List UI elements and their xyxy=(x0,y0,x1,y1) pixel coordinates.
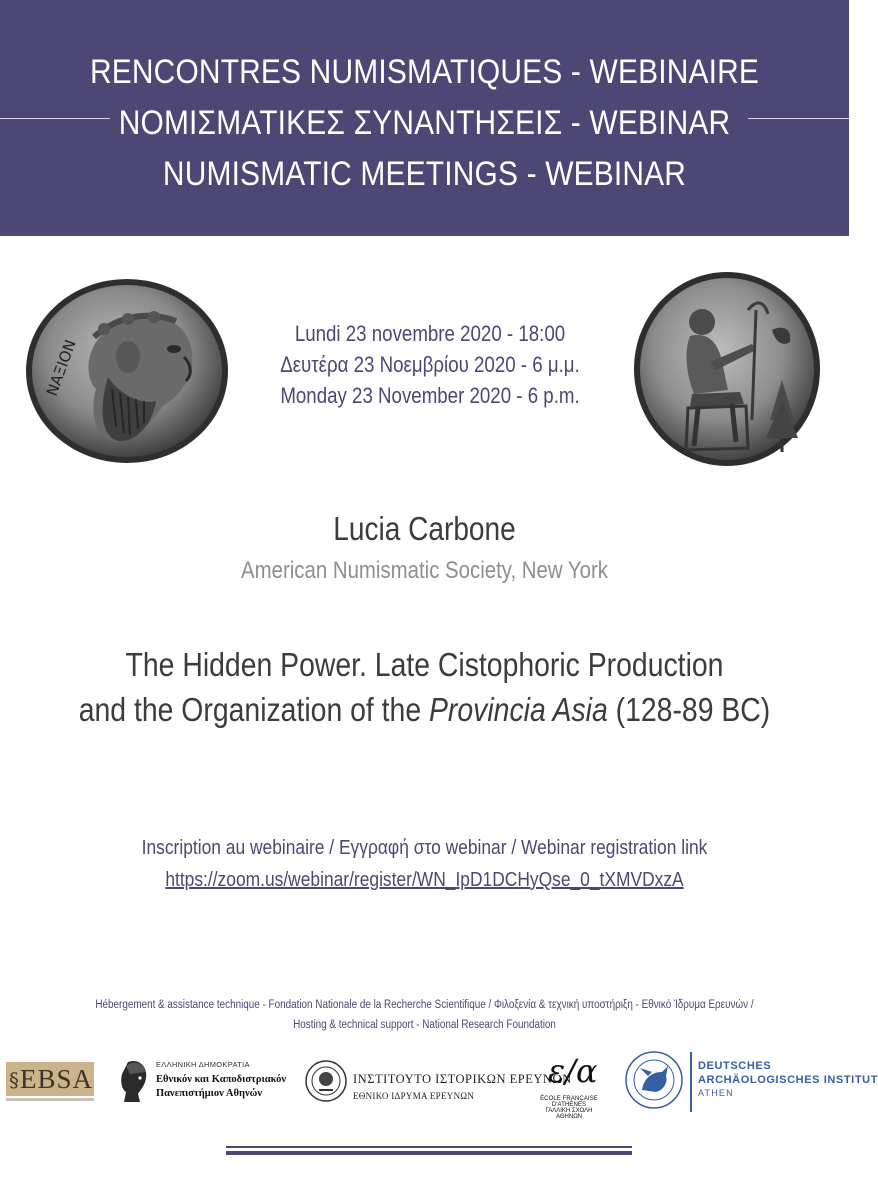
talk-title-line-2 xyxy=(59,687,789,732)
uoa-name-line-2: Πανεπιστήμιον Αθηνών xyxy=(156,1088,263,1099)
ebsa-spiral-icon: § xyxy=(9,1068,19,1092)
dai-name-line-1: DEUTSCHES xyxy=(698,1060,772,1072)
dai-name-line-3: ATHEN xyxy=(698,1088,734,1098)
footer-rule-thin xyxy=(226,1146,632,1148)
registration-link[interactable]: https://zoom.us/webinar/register/WN_IpD1DCHyQse_0_tXMVDxzA xyxy=(165,869,684,891)
speaker-name: Lucia Carbone xyxy=(333,510,516,547)
date-greek: Δευτέρα 23 Νοεμβρίου 2020 - 6 μ.μ. xyxy=(280,352,580,377)
talk-title xyxy=(59,642,789,732)
hosting-credits xyxy=(59,995,789,1035)
talk-title-italic: Provincia Asia xyxy=(429,691,608,728)
event-dates xyxy=(260,318,600,411)
talk-title-line-2-post: (128-89 BC) xyxy=(607,691,771,728)
silenus-head-coin-icon xyxy=(24,277,230,465)
efa-name-french: ÉCOLE FRANÇAISE D'ATHÈNES xyxy=(540,1096,598,1108)
header-title-greek: ΝΟΜΙΣΜΑΤΙΚΕΣ ΣΥΝΑΝΤΗΣΕΙΣ - WEBINAR xyxy=(118,104,731,142)
hosting-line-1: Hébergement & assistance technique - Fondation Nationale de la Recherche Scientifique / Φιλοξενία & τεχνική υποστήριξη - Εθνικό Ίδρυμα Ερευνών / xyxy=(95,999,754,1011)
talk-title-line-1: The Hidden Power. Late Cistophoric Production xyxy=(125,646,724,683)
date-english: Monday 23 November 2020 - 6 p.m. xyxy=(280,383,580,408)
efa-name-greek: ΓΑΛΛΙΚΗ ΣΧΟΛΗ ΑΘΗΝΩΝ xyxy=(545,1108,593,1120)
iie-seal-icon xyxy=(305,1060,347,1102)
ebsa-tagline-strip xyxy=(6,1098,94,1101)
date-french: Lundi 23 novembre 2020 - 18:00 xyxy=(294,321,566,346)
footer-rule-thick xyxy=(226,1151,632,1155)
registration-label: Inscription au webinaire / Εγγραφή στο webinar / Webinar registration link xyxy=(141,837,708,859)
efa-logo xyxy=(534,1048,604,1138)
uoa-logo xyxy=(118,1058,288,1108)
hosting-line-2: Hosting & technical support - National Research Foundation xyxy=(293,1019,556,1031)
header-title-english: NUMISMATIC MEETINGS - WEBINAR xyxy=(162,155,687,193)
talk-title-line-2-pre: and the Organization of the xyxy=(78,691,430,728)
speaker-affiliation: American Numismatic Society, New York xyxy=(241,557,608,584)
dai-name-line-2: ARCHÄOLOGISCHES INSTITUT xyxy=(698,1074,878,1086)
header-title-french: RENCONTRES NUMISMATIQUES - WEBINAIRE xyxy=(89,53,760,91)
svg-text:ΝΑΞΙΟΝ: ΝΑΞΙΟΝ xyxy=(42,337,80,399)
iie-name-line-1: ΙΝΣΤΙΤΟΥΤΟ ΙΣΤΟΡΙΚΩΝ ΕΡΕΥΝΩΝ xyxy=(353,1072,572,1086)
dai-logo xyxy=(624,1048,878,1128)
dai-divider xyxy=(690,1052,692,1112)
ebsa-logo-icon xyxy=(6,1062,94,1104)
uoa-name-line-1: Εθνικόν και Καποδιστριακόν xyxy=(156,1074,287,1085)
header-banner xyxy=(0,0,849,236)
partner-logos xyxy=(0,1048,878,1138)
seated-dionysus-coin-icon xyxy=(632,270,822,468)
efa-monogram-icon: ε/α xyxy=(548,1052,598,1090)
ebsa-logo-text: EBSA xyxy=(20,1064,94,1094)
uoa-republic-label: ΕΛΛΗΝΙΚΗ ΔΗΜΟΚΡΑΤΙΑ xyxy=(156,1060,250,1069)
griffin-seal-icon xyxy=(624,1050,684,1110)
iie-name-line-2: ΕΘΝΙΚΟ ΙΔΡΥΜΑ ΕΡΕΥΝΩΝ xyxy=(353,1091,475,1101)
athena-head-icon xyxy=(118,1058,152,1104)
registration-section xyxy=(55,832,794,896)
